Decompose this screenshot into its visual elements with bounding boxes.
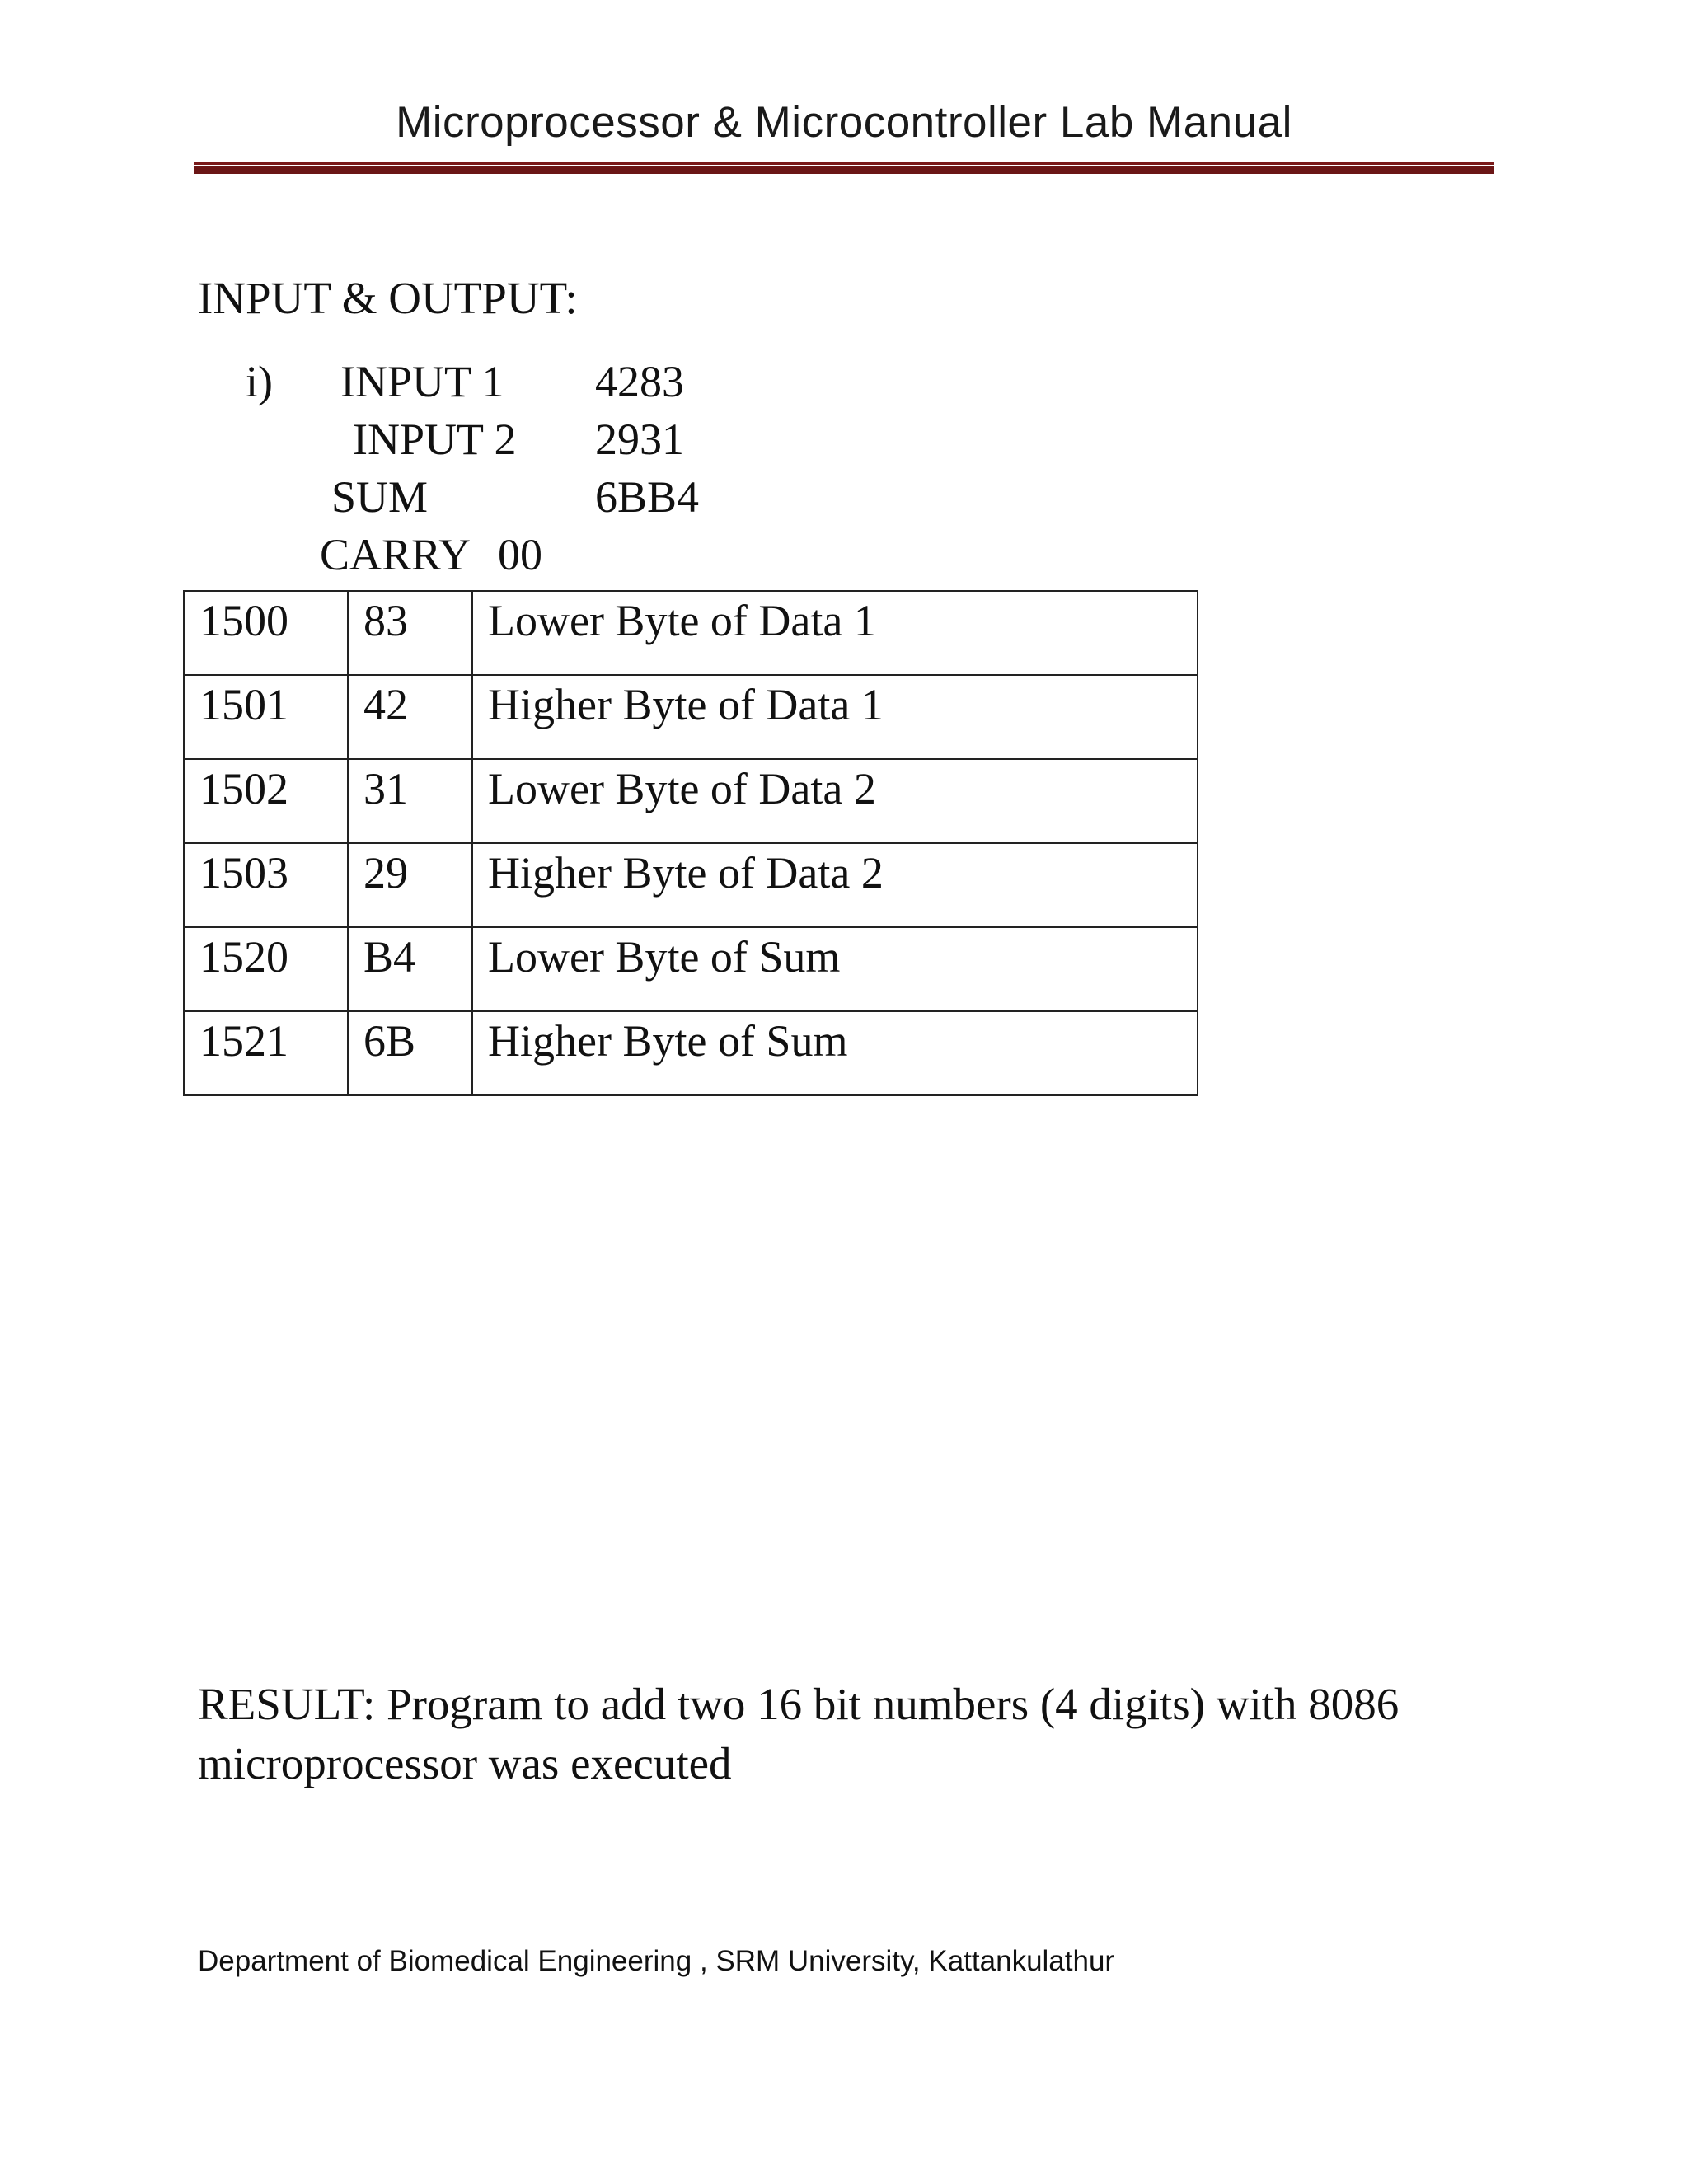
- description-cell: Higher Byte of Sum: [472, 1011, 1198, 1095]
- address-cell: 1502: [184, 759, 348, 843]
- data-cell: 83: [348, 591, 472, 675]
- table-row: [184, 675, 1198, 759]
- table-row: [184, 591, 1198, 675]
- address-cell: 1501: [184, 675, 348, 759]
- carry-label: CARRY: [320, 530, 471, 579]
- page-header-title: Microprocessor & Microcontroller Lab Manual: [396, 98, 1292, 147]
- memory-table: [183, 590, 1198, 1096]
- table-row: [184, 927, 1198, 1011]
- section-heading: INPUT & OUTPUT:: [198, 273, 578, 323]
- list-marker: i): [246, 357, 273, 406]
- address-cell: 1503: [184, 843, 348, 927]
- header-rule-thin: [194, 162, 1494, 165]
- table-row: [184, 1011, 1198, 1095]
- description-cell: Lower Byte of Data 2: [472, 759, 1198, 843]
- input1-label: INPUT 1: [340, 357, 504, 406]
- table-row: [184, 759, 1198, 843]
- address-cell: 1521: [184, 1011, 348, 1095]
- description-cell: Higher Byte of Data 1: [472, 675, 1198, 759]
- data-cell: 29: [348, 843, 472, 927]
- header-rule-thick: [194, 166, 1494, 174]
- data-cell: 42: [348, 675, 472, 759]
- description-cell: Higher Byte of Data 2: [472, 843, 1198, 927]
- address-cell: 1520: [184, 927, 348, 1011]
- result-body: Program to add two 16 bit numbers (4 digits) with 8086 microprocessor was executed: [198, 1679, 1400, 1788]
- data-cell: 6B: [348, 1011, 472, 1095]
- result-label: RESULT:: [198, 1679, 376, 1729]
- table-row: [184, 843, 1198, 927]
- sum-value: 6BB4: [595, 472, 700, 522]
- data-cell: 31: [348, 759, 472, 843]
- address-cell: 1500: [184, 591, 348, 675]
- description-cell: Lower Byte of Sum: [472, 927, 1198, 1011]
- page-footer: Department of Biomedical Engineering , SRM University, Kattankulathur: [198, 1945, 1115, 1977]
- carry-value: 00: [498, 530, 542, 579]
- description-cell: Lower Byte of Data 1: [472, 591, 1198, 675]
- input1-value: 4283: [595, 357, 684, 406]
- result-paragraph: [198, 1675, 1517, 1793]
- input2-label: INPUT 2: [353, 415, 517, 464]
- input2-value: 2931: [595, 415, 684, 464]
- sum-label: SUM: [331, 472, 429, 522]
- data-cell: B4: [348, 927, 472, 1011]
